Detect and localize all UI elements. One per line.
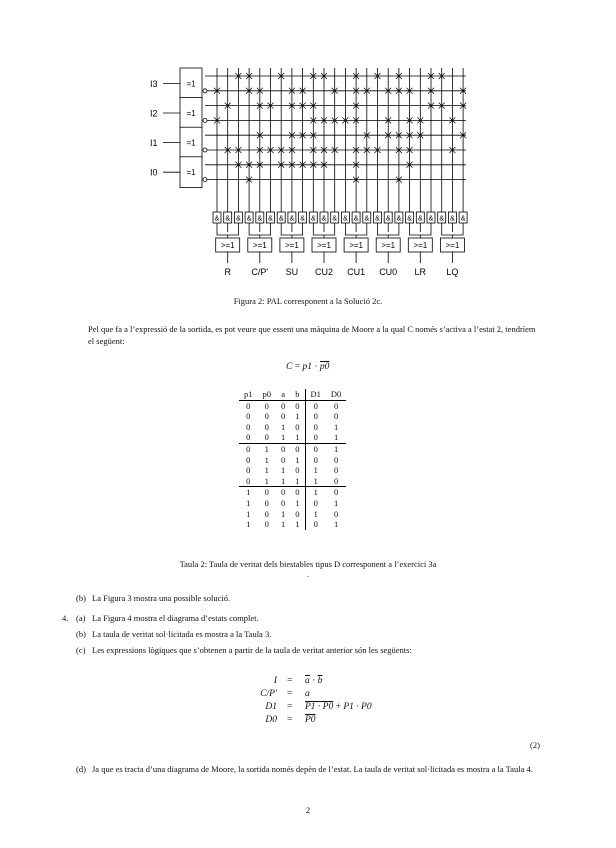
table2-row <box>239 422 346 433</box>
table2-cell: 1 <box>333 421 339 432</box>
eq-d1-rhs <box>305 702 372 712</box>
table2-cell: 1 <box>290 519 305 530</box>
pal-and-label: & <box>385 215 391 223</box>
item-4b-label: (b) <box>76 629 86 639</box>
table2-cell: 0 <box>333 411 339 422</box>
table2-cell: 0 <box>313 400 318 411</box>
table2-cell: 0 <box>264 421 269 432</box>
eq-i-rhs <box>305 676 322 686</box>
table2-cell: 1 <box>326 443 346 454</box>
table2-row <box>239 476 346 487</box>
pal-and-label: & <box>407 215 412 223</box>
pal-and-label: & <box>214 215 220 223</box>
table2-row <box>239 432 346 443</box>
table2-cell: 1 <box>313 475 318 486</box>
table2-cell: 1 <box>290 432 305 443</box>
table2-cell: 1 <box>313 508 318 519</box>
eq-i-a: $\overline{a}$ <box>305 676 310 686</box>
eq-cp-lhs: C/P′ <box>260 689 277 699</box>
table2-cell: 0 <box>326 487 346 498</box>
pal-or-input-bus <box>249 232 270 235</box>
table2-cell: 0 <box>290 422 305 433</box>
paragraph-moore: Pel que fa a l’expressió de la sortida, es pot veure que essent una màquina de Moore a la qual C només s’activa a l’estat 2, tendríem el següent: <box>88 324 536 346</box>
pal-and-label: & <box>236 215 241 223</box>
table2-cell: 1 <box>333 519 339 530</box>
pal-or-label: >=1 <box>252 241 267 250</box>
table2-cell: 1 <box>305 487 326 498</box>
pal-and-label: & <box>289 215 295 223</box>
table2-cell: 1 <box>281 519 286 530</box>
eq-d1-term2: P1 · P0 <box>343 702 372 712</box>
pal-input-label: I3 <box>150 78 158 89</box>
table2-cell: 0 <box>313 411 318 422</box>
table2-cell: 0 <box>313 497 318 508</box>
table2-row <box>239 465 346 476</box>
table2-cell: 1 <box>246 508 251 519</box>
pal-or-input-bus <box>313 232 334 235</box>
table2-cell: 1 <box>246 497 251 508</box>
pal-diagram <box>0 0 616 290</box>
pal-and-label: & <box>353 215 359 223</box>
table2-row <box>239 519 346 530</box>
table2-cell: 0 <box>246 400 251 411</box>
item-3b-text: La Figura 3 mostra una possible solució. <box>92 593 231 603</box>
table2-header: D0 <box>326 389 346 400</box>
pal-inverter-bubble <box>203 148 207 152</box>
eq-d1-term1: P1 · P0 <box>305 702 334 712</box>
eq-d0-rhs <box>305 715 316 725</box>
pal-and-label: & <box>268 215 273 223</box>
pal-or-input-bus <box>345 232 366 235</box>
pal-or-label: >=1 <box>317 241 331 250</box>
table2-cell: 1 <box>239 487 258 498</box>
table2-row <box>239 487 346 498</box>
table2-cell: 0 <box>333 508 339 519</box>
pal-and-label: & <box>396 215 402 223</box>
table2-cell: 0 <box>264 519 269 530</box>
table2-cell: 0 <box>305 443 326 454</box>
equation-c <box>286 362 329 372</box>
pal-and-label: & <box>428 215 434 223</box>
table2-cell: 0 <box>281 454 286 465</box>
table2-cell: 0 <box>333 475 339 486</box>
table2-cell: 1 <box>246 519 251 530</box>
eq-c-p1: p1 <box>302 362 312 372</box>
table2-caption-dot: . <box>307 570 309 579</box>
table2-cell: 0 <box>264 411 269 422</box>
table2-row <box>239 509 346 520</box>
item-4d-label: (d) <box>76 764 86 774</box>
table2-cell: 0 <box>246 465 251 476</box>
table2-caption: Taula 2: Taula de veritat dels biestables tipus D corresponent a l’exercici 3a <box>179 559 437 569</box>
pal-or-input-bus <box>281 232 302 235</box>
pal-input-label: I0 <box>150 167 158 178</box>
pal-and-label: & <box>343 215 348 223</box>
table2-cell: 1 <box>333 497 339 508</box>
pal-and-label: & <box>460 215 466 223</box>
equation-number: (2) <box>530 740 540 750</box>
table2-header: a <box>276 389 290 400</box>
table2-row <box>239 498 346 509</box>
pal-and-label: & <box>364 215 370 223</box>
pal-and-label: & <box>310 215 316 223</box>
table2-cell: 1 <box>281 475 286 486</box>
pal-or-label: >=1 <box>413 241 428 250</box>
item-4d-text: Ja que es tracta d’una diagrama de Moore, la sortida només depèn de l’estat. La taula de veritat sol·licitada es mostra a la Taula 4. <box>92 764 533 774</box>
figure2-caption: Figura 2: PAL corresponent a la Solució 2c. <box>233 296 383 306</box>
table2-cell: 0 <box>246 454 251 465</box>
pal-and-label: & <box>375 215 380 223</box>
table2-cell: 0 <box>276 443 290 454</box>
pal-or-input-bus <box>442 232 463 235</box>
pal-xor-label: =1 <box>186 79 196 89</box>
pal-xor-label: =1 <box>186 168 196 178</box>
table2-cell: 1 <box>264 454 269 465</box>
table2-cell: 0 <box>264 497 269 508</box>
pal-or-label: >=1 <box>349 241 363 250</box>
table2-cell: 0 <box>290 487 305 498</box>
truth-table-2 <box>239 389 346 530</box>
eq-i-lhs: I <box>273 676 277 686</box>
table2-cell: 1 <box>281 421 286 432</box>
eq-cp-rhs: a <box>305 689 310 699</box>
table2-cell: 1 <box>290 455 305 466</box>
table2-cell: 1 <box>281 465 286 476</box>
table2-cell: 0 <box>313 519 318 530</box>
table2-cell: 1 <box>264 475 269 486</box>
table2-cell: 1 <box>290 411 305 422</box>
item-3b-label: (b) <box>76 593 86 603</box>
table2-cell: 1 <box>258 443 277 454</box>
pal-and-label: & <box>417 215 423 223</box>
table2-cell: 0 <box>281 400 286 411</box>
table2-cell: 0 <box>290 443 305 454</box>
table2-cell: 0 <box>246 432 251 443</box>
table2-row <box>239 455 346 466</box>
table2-cell: 0 <box>264 432 269 443</box>
table2-cell: 1 <box>333 432 339 443</box>
table2-cell: 0 <box>290 465 305 476</box>
pal-and-label: & <box>450 215 455 223</box>
table2-header: b <box>290 389 305 400</box>
table2-cell: 1 <box>290 476 305 487</box>
pal-and-label: & <box>278 215 284 223</box>
eq-c-sign: = <box>294 362 301 372</box>
table2-cell: 0 <box>246 421 251 432</box>
table2-cell: 0 <box>290 509 305 520</box>
pal-xor-label: =1 <box>186 109 196 118</box>
pal-and-label: & <box>246 215 252 223</box>
pal-output-label: CU2 <box>314 267 334 277</box>
table2-row <box>239 443 346 454</box>
pal-output-label: R <box>224 267 231 277</box>
item-4b-text: La taula de veritat sol·licitada es mostra a la Taula 3. <box>92 629 272 639</box>
pal-output-label: LQ <box>446 267 459 277</box>
eq-i-dot: · <box>312 676 316 686</box>
table2-row <box>239 400 346 411</box>
item-4a-text: La Figura 4 mostra el diagrama d’estats complet. <box>92 613 259 623</box>
pal-and-label: & <box>225 215 231 223</box>
table2-cell: 0 <box>333 454 339 465</box>
pal-and-label: & <box>439 215 445 223</box>
table2-cell: 0 <box>246 411 251 422</box>
pal-input-label: I1 <box>150 138 158 149</box>
table2-cell: 0 <box>281 411 286 422</box>
table2-cell: 0 <box>313 454 318 465</box>
table2-cell: 0 <box>276 487 290 498</box>
table2-cell: 1 <box>290 498 305 509</box>
eq-d1-plus: + <box>335 702 341 712</box>
table2-cell: 0 <box>246 475 251 486</box>
eq-d1-lhs: D1 <box>265 702 277 712</box>
table2-cell: 1 <box>264 465 269 476</box>
table2-cell: 0 <box>313 432 318 443</box>
pal-inverter-bubble <box>203 118 207 122</box>
eq-c-dot: · <box>314 362 318 372</box>
table2-row <box>239 411 346 422</box>
pal-inverter-bubble <box>203 178 207 182</box>
table2-cell: 0 <box>333 400 339 411</box>
pal-output-label: LR <box>414 267 427 277</box>
pal-or-input-bus <box>217 232 238 235</box>
eq-i-sign: = <box>287 676 293 686</box>
eq-cp-sign: = <box>287 689 293 699</box>
table2-cell: 0 <box>290 400 305 411</box>
pal-or-input-bus <box>378 232 399 235</box>
pal-and-label: & <box>257 215 263 223</box>
item-4c-text: Les expressions lògiques que s’obtenen a partir de la taula de veritat anterior són les següents: <box>92 645 412 655</box>
table2-cell: 0 <box>313 421 318 432</box>
eq-d1-sign: = <box>287 702 293 712</box>
table2-cell: 0 <box>239 443 258 454</box>
eq-d0-lhs: D0 <box>265 715 277 725</box>
table2-header: p1 <box>239 389 258 400</box>
table2-header: D1 <box>305 389 326 400</box>
pal-or-label: >=1 <box>381 241 396 250</box>
table2-header: p0 <box>258 389 277 400</box>
pal-or-input-bus <box>410 232 431 235</box>
pal-and-label: & <box>332 215 338 223</box>
table2-header-row <box>239 389 346 400</box>
eq-d0-sign: = <box>287 715 293 725</box>
item-4-number: 4. <box>62 613 69 623</box>
table2-body <box>239 400 346 530</box>
eq-c-lhs: C <box>286 362 293 372</box>
pal-and-label: & <box>321 215 327 223</box>
pal-xor-label: =1 <box>186 138 196 148</box>
pal-and-label: & <box>300 215 305 223</box>
table2-cell: 0 <box>264 508 269 519</box>
pal-or-label: >=1 <box>445 241 460 250</box>
pal-input-label: I2 <box>150 108 158 119</box>
pal-output-label: CU0 <box>379 267 398 277</box>
table2-cell: 0 <box>281 497 286 508</box>
table2-cell: 1 <box>281 508 286 519</box>
pal-inverter-bubble <box>203 89 207 93</box>
table2-cell: 0 <box>258 487 277 498</box>
table2-cell: 0 <box>264 400 269 411</box>
pal-or-label: >=1 <box>220 241 235 250</box>
page-number: 2 <box>305 805 311 815</box>
table2-cell: 1 <box>313 465 318 476</box>
eq-i-b: $\overline{b}$ <box>317 676 323 686</box>
eq-c-p0: p0 <box>319 362 330 372</box>
table2-cell: 1 <box>281 432 286 443</box>
pal-output-label: CU1 <box>347 267 366 277</box>
table2-cell: 0 <box>333 465 339 476</box>
pal-output-label: SU <box>285 267 299 277</box>
eq-d0-p0: P0 <box>305 715 316 725</box>
pal-output-label: C/P' <box>251 267 269 277</box>
item-4c-label: (c) <box>76 645 86 655</box>
pal-or-label: >=1 <box>285 241 299 250</box>
table2-grid <box>239 389 346 530</box>
item-4a-label: (a) <box>76 613 86 623</box>
